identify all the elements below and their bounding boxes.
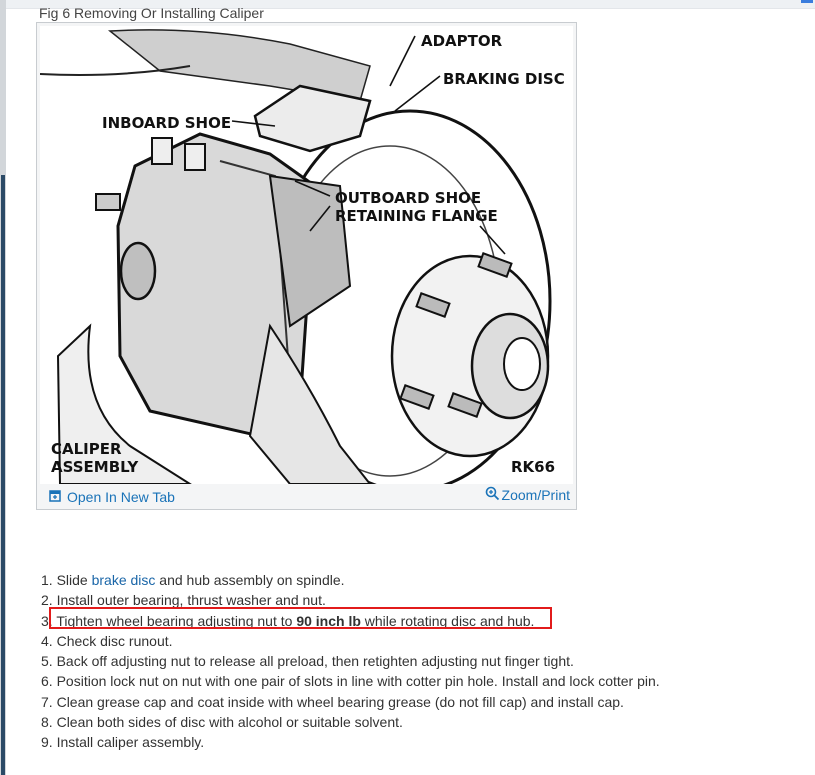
label-code: RK66 [511, 458, 556, 476]
label-retaining-flange: RETAINING FLANGE [335, 207, 498, 225]
step-item: 8. Clean both sides of disc with alcohol or suitable solvent. [41, 714, 403, 731]
step-item: 3. Tighten wheel bearing adjusting nut to 90 inch lb while rotating disc and hub. [41, 612, 535, 629]
caliper-drawing [40, 26, 573, 484]
step-item: 5. Back off adjusting nut to release all preload, then retighten adjusting nut finger tight. [41, 653, 574, 670]
torque-value: 90 inch lb [296, 612, 361, 629]
zoom-icon [485, 486, 500, 504]
zoom-print-link[interactable] [485, 486, 570, 504]
open-tab-label: Open In New Tab [67, 489, 175, 505]
figure-title: Fig 6 Removing Or Installing Caliper [39, 5, 264, 21]
brake-disc-link[interactable]: brake disc [91, 572, 156, 588]
label-caliper: CALIPER [51, 440, 122, 458]
label-assembly: ASSEMBLY [51, 458, 139, 476]
step-item: 6. Position lock nut on nut with one pair of slots in line with cotter pin hole. Install and lock cotter pin. [41, 673, 660, 690]
open-in-new-tab-link[interactable] [49, 489, 175, 505]
scrollbar-thumb[interactable] [1, 175, 5, 775]
step-item: 7. Clean grease cap and coat inside with wheel bearing grease (do not fill cap) and install cap. [41, 693, 624, 710]
label-outboard-shoe: OUTBOARD SHOE [335, 189, 482, 207]
label-braking-disc: BRAKING DISC [443, 70, 565, 88]
left-scrollbar[interactable] [0, 0, 6, 775]
zoom-label: Zoom/Print [501, 487, 570, 503]
step-item: 1. Slide brake disc and hub assembly on spindle. [41, 572, 345, 588]
caliper-illustration[interactable] [40, 26, 573, 484]
label-inboard-shoe: INBOARD SHOE [102, 114, 232, 132]
open-tab-icon [49, 489, 61, 505]
step-item: 9. Install caliper assembly. [41, 734, 205, 751]
figure-card [36, 22, 577, 510]
figure-footer [37, 484, 576, 509]
step-item: 4. Check disc runout. [41, 632, 173, 649]
top-right-indicator [801, 0, 813, 3]
step-item: 2. Install outer bearing, thrust washer and nut. [41, 592, 326, 609]
label-adaptor: ADAPTOR [421, 32, 503, 50]
procedure-steps [41, 570, 660, 753]
